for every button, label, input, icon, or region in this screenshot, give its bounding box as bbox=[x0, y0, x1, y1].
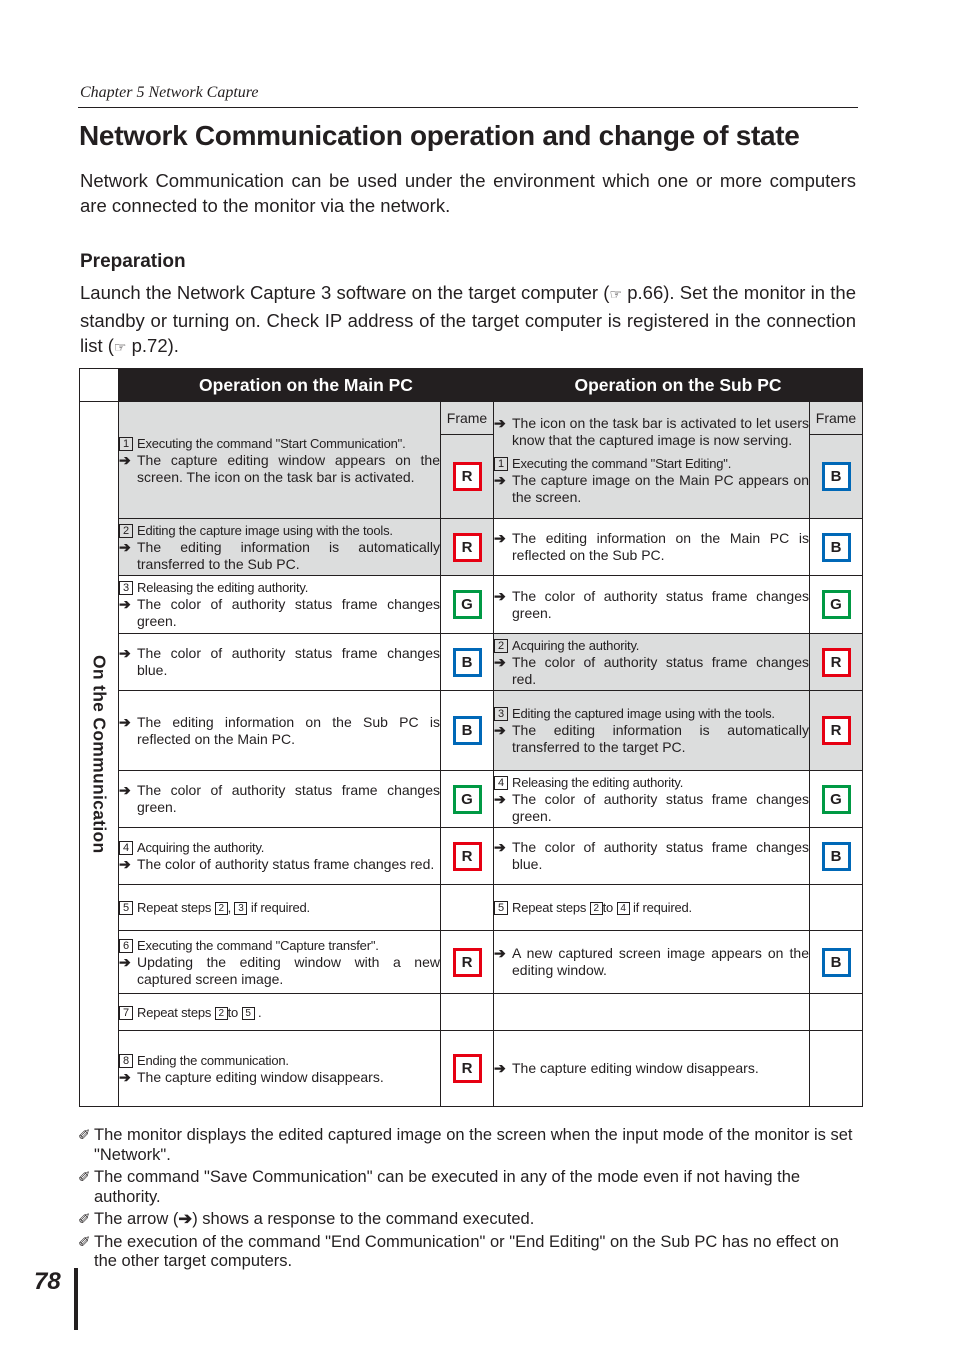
sub-pc-cell bbox=[494, 994, 810, 1031]
frame-box bbox=[810, 402, 862, 518]
sub-pc-cell bbox=[494, 771, 810, 828]
step-number: 2 bbox=[494, 639, 508, 653]
header-rule bbox=[78, 107, 858, 108]
step-number: 7 bbox=[119, 1006, 133, 1020]
response-text: The capture image on the Main PC appears on the screen. bbox=[512, 471, 809, 505]
condition-text: Executing the command "Start Editing". bbox=[512, 455, 732, 471]
arrow-right-icon: ➔ bbox=[494, 722, 506, 738]
note-item: ✐ The execution of the command "End Communication" or "End Editing" on the Sub PC has no effect on the other target computers. bbox=[78, 1232, 839, 1270]
step-number-box bbox=[119, 899, 137, 916]
sub-frame-cell bbox=[810, 576, 863, 634]
frame-badge: R bbox=[822, 716, 851, 745]
condition-text: Executing the command "Capture transfer". bbox=[137, 937, 379, 953]
sub-pc-cell bbox=[494, 634, 810, 691]
response-line bbox=[494, 530, 809, 564]
notes bbox=[78, 1126, 856, 1275]
frame-badge: R bbox=[453, 948, 482, 977]
table-row bbox=[80, 931, 863, 994]
condition-text: Executing the command "Start Communication". bbox=[137, 435, 406, 451]
response-line bbox=[119, 714, 440, 748]
response-text: The capture editing window disappears. bbox=[137, 1068, 384, 1085]
response-text: The editing information on the Sub PC is reflected on the Main PC. bbox=[137, 713, 440, 747]
header-sub-pc: Operation on the Sub PC bbox=[494, 369, 863, 402]
main-pc-cell bbox=[119, 931, 441, 994]
step-number-box bbox=[119, 1052, 137, 1069]
response-text: The color of authority status frame changes blue. bbox=[512, 839, 809, 872]
main-frame-cell bbox=[441, 828, 494, 885]
step-number: 5 bbox=[494, 901, 508, 915]
sub-frame-cell bbox=[810, 771, 863, 828]
response-line bbox=[494, 415, 809, 449]
condition-line bbox=[119, 579, 440, 596]
frame-title: Frame bbox=[810, 402, 862, 435]
main-frame-cell bbox=[441, 576, 494, 634]
response-line bbox=[494, 472, 809, 506]
prep-text-c: ). bbox=[167, 335, 179, 356]
main-frame-cell bbox=[441, 1031, 494, 1107]
side-label bbox=[80, 402, 118, 1106]
step-number: 8 bbox=[119, 1054, 133, 1068]
response-text: The capture editing window disappears. bbox=[512, 1060, 759, 1076]
step-number: 1 bbox=[494, 457, 508, 471]
main-frame-cell bbox=[441, 771, 494, 828]
arrow-right-icon: ➔ bbox=[494, 414, 506, 431]
condition-text: Releasing the editing authority. bbox=[512, 774, 684, 790]
step-number-box bbox=[119, 839, 137, 856]
response-line bbox=[119, 782, 440, 816]
response-line bbox=[119, 1069, 440, 1086]
frame-badge: R bbox=[453, 1054, 482, 1083]
frame-badge: G bbox=[822, 590, 851, 619]
response-text: The editing information on the Main PC is reflected on the Sub PC. bbox=[512, 530, 809, 563]
sub-frame-cell bbox=[810, 691, 863, 771]
sub-frame-cell bbox=[810, 634, 863, 691]
response-text: The color of authority status frame changes blue. bbox=[137, 645, 440, 678]
sub-pc-cell bbox=[494, 519, 810, 576]
header-main-pc: Operation on the Main PC bbox=[119, 369, 494, 402]
condition-line bbox=[494, 705, 809, 722]
main-frame-cell bbox=[441, 402, 494, 519]
condition-text: Acquiring the authority. bbox=[512, 637, 640, 653]
arrow-right-icon: ➔ bbox=[119, 451, 131, 468]
main-pc-cell bbox=[119, 519, 441, 576]
condition-text: Ending the communication. bbox=[137, 1052, 289, 1068]
main-pc-cell bbox=[119, 576, 441, 634]
chapter-header: Chapter 5 Network Capture bbox=[80, 84, 259, 101]
sub-frame-cell bbox=[810, 885, 863, 931]
response-line bbox=[119, 539, 440, 573]
sub-frame-cell bbox=[810, 402, 863, 519]
response-text: The color of authority status frame changes red. bbox=[512, 653, 809, 687]
arrow-right-icon: ➔ bbox=[119, 596, 131, 612]
prep-ref-a: p.66 bbox=[627, 282, 664, 303]
step-number-box bbox=[494, 637, 512, 654]
frame-badge: B bbox=[453, 648, 482, 677]
response-line bbox=[119, 856, 440, 873]
repeat-suffix: if required. bbox=[250, 900, 310, 915]
response-text: The editing information is automatically transferred to the target PC. bbox=[512, 722, 809, 755]
repeat-prefix: Repeat steps bbox=[137, 1004, 212, 1020]
response-line bbox=[119, 645, 440, 679]
sub-frame-cell bbox=[810, 519, 863, 576]
repeat-line bbox=[119, 899, 440, 916]
operations-table bbox=[79, 368, 863, 1107]
step-number-box bbox=[119, 435, 137, 452]
response-text: The editing information is automatically transferred to the Sub PC. bbox=[137, 538, 440, 572]
condition-text: Acquiring the authority. bbox=[137, 840, 265, 855]
frame-badge: B bbox=[822, 842, 851, 871]
frame-badge: R bbox=[822, 648, 851, 677]
condition-line bbox=[494, 455, 809, 472]
response-line bbox=[494, 839, 809, 873]
sub-pc-cell bbox=[494, 576, 810, 634]
prep-text-a: Launch the Network Capture 3 software on the target computer ( bbox=[80, 282, 610, 303]
condition-line bbox=[119, 1052, 440, 1069]
response-line bbox=[494, 588, 809, 622]
repeat-line bbox=[119, 1004, 440, 1021]
step-ref: 5 bbox=[242, 1007, 255, 1020]
pencil-icon: ✐ bbox=[78, 1211, 91, 1228]
repeat-suffix: . bbox=[257, 1004, 262, 1020]
step-number-box bbox=[494, 455, 512, 472]
repeat-line bbox=[494, 899, 809, 916]
pointing-hand-icon: ☞ bbox=[113, 339, 127, 355]
main-pc-cell bbox=[119, 771, 441, 828]
sub-frame-cell bbox=[810, 994, 863, 1031]
repeat-separator: to bbox=[602, 900, 614, 915]
repeat-prefix: Repeat steps bbox=[512, 900, 587, 915]
main-pc-cell bbox=[119, 634, 441, 691]
sub-pc-cell bbox=[494, 1031, 810, 1107]
arrow-right-icon: ➔ bbox=[119, 1068, 131, 1085]
page-title: Network Communication operation and change of state bbox=[79, 120, 800, 151]
arrow-right-icon: ➔ bbox=[178, 1210, 193, 1228]
condition-text: Releasing the editing authority. bbox=[137, 580, 309, 595]
arrow-right-icon: ➔ bbox=[494, 839, 506, 855]
note-item: ✐ The monitor displays the edited captured image on the screen when the input mode of the monitor is set "Network". bbox=[78, 1126, 853, 1164]
prep-text-b: ). Set the monitor in the standby or turning on. Check IP address of the target computer is registered in the connection list ( bbox=[80, 282, 856, 356]
table-row bbox=[80, 828, 863, 885]
response-line bbox=[494, 945, 809, 979]
table-row bbox=[80, 771, 863, 828]
arrow-right-icon: ➔ bbox=[119, 953, 131, 970]
arrow-right-icon: ➔ bbox=[119, 782, 131, 798]
intro-paragraph: Network Communication can be used under the environment which one or more computers are connected to the monitor via the network. bbox=[80, 170, 856, 216]
response-text: The icon on the task bar is activated to let users know that the captured image is now serving. bbox=[512, 414, 809, 448]
repeat-text bbox=[137, 899, 440, 916]
sub-frame-cell bbox=[810, 828, 863, 885]
note-item: ✐ The command "Save Communication" can be executed in any of the mode even if not having the authority. bbox=[78, 1168, 801, 1206]
step-number: 1 bbox=[119, 437, 133, 451]
step-ref: 2 bbox=[215, 1007, 228, 1020]
side-label-text: On the Communication bbox=[89, 654, 110, 854]
step-number-box bbox=[494, 899, 512, 916]
step-ref: 4 bbox=[617, 902, 630, 915]
step-number: 6 bbox=[119, 939, 133, 953]
step-ref: 2 bbox=[215, 902, 228, 915]
step-number-box bbox=[119, 1004, 137, 1021]
table-row bbox=[80, 1031, 863, 1107]
frame-badge: B bbox=[453, 716, 482, 745]
condition-line bbox=[119, 435, 440, 452]
repeat-text bbox=[512, 899, 809, 916]
main-pc-cell bbox=[119, 1031, 441, 1107]
condition-line bbox=[119, 937, 440, 954]
response-line bbox=[119, 596, 440, 630]
repeat-separator: to bbox=[227, 1004, 239, 1020]
repeat-prefix: Repeat steps bbox=[137, 900, 212, 915]
main-pc-cell bbox=[119, 885, 441, 931]
sub-pc-cell bbox=[494, 885, 810, 931]
main-pc-cell bbox=[119, 828, 441, 885]
response-text: The color of authority status frame changes green. bbox=[137, 596, 440, 629]
note-item: ✐ The arrow (➔) shows a response to the command executed. bbox=[78, 1210, 535, 1228]
step-ref: 3 bbox=[234, 902, 247, 915]
sub-frame-cell bbox=[810, 931, 863, 994]
response-line bbox=[494, 722, 809, 756]
response-text: The color of authority status frame changes green. bbox=[512, 790, 809, 824]
pencil-icon: ✐ bbox=[78, 1169, 91, 1186]
response-text: The color of authority status frame changes green. bbox=[512, 587, 809, 621]
sub-pc-cell bbox=[494, 402, 810, 519]
table-row bbox=[80, 519, 863, 576]
frame-box bbox=[441, 402, 493, 518]
frame-badge: G bbox=[453, 785, 482, 814]
step-number-box bbox=[119, 522, 137, 539]
arrow-right-icon: ➔ bbox=[494, 790, 506, 807]
step-number: 2 bbox=[119, 524, 133, 538]
table-row bbox=[80, 402, 863, 519]
response-text: The color of authority status frame changes green. bbox=[137, 782, 440, 815]
arrow-right-icon: ➔ bbox=[494, 587, 506, 604]
pencil-icon: ✐ bbox=[78, 1127, 91, 1144]
repeat-text bbox=[137, 1004, 440, 1021]
page-number-bar bbox=[74, 1268, 78, 1330]
frame-badge-wrap bbox=[810, 435, 862, 518]
main-frame-cell bbox=[441, 691, 494, 771]
main-frame-cell bbox=[441, 931, 494, 994]
step-number-box bbox=[494, 705, 512, 722]
frame-badge: B bbox=[822, 948, 851, 977]
condition-text: Editing the captured image using with the tools. bbox=[512, 706, 775, 721]
prep-ref-b: p.72 bbox=[131, 335, 168, 356]
page-number: 78 bbox=[34, 1268, 61, 1295]
frame-title: Frame bbox=[441, 402, 493, 435]
response-line bbox=[494, 791, 809, 825]
step-number: 5 bbox=[119, 901, 133, 915]
frame-badge: R bbox=[453, 533, 482, 562]
preparation-paragraph bbox=[80, 280, 856, 361]
response-line bbox=[119, 954, 440, 988]
preparation-heading: Preparation bbox=[80, 251, 186, 272]
step-number: 4 bbox=[494, 776, 508, 790]
response-text: The capture editing window appears on the screen. The icon on the task bar is activated. bbox=[137, 451, 440, 485]
main-pc-cell bbox=[119, 994, 441, 1031]
arrow-right-icon: ➔ bbox=[119, 856, 131, 872]
frame-badge: B bbox=[822, 462, 851, 491]
step-number: 3 bbox=[119, 581, 133, 595]
table-row bbox=[80, 691, 863, 771]
frame-badge: G bbox=[822, 785, 851, 814]
condition-text: Editing the capture image using with the tools. bbox=[137, 522, 393, 538]
main-frame-cell bbox=[441, 994, 494, 1031]
table-corner bbox=[80, 369, 119, 402]
step-number: 3 bbox=[494, 707, 508, 721]
frame-badge: R bbox=[453, 462, 482, 491]
condition-line bbox=[494, 637, 809, 654]
arrow-right-icon: ➔ bbox=[119, 538, 131, 555]
arrow-right-icon: ➔ bbox=[494, 530, 506, 546]
sub-pc-cell bbox=[494, 691, 810, 771]
step-number: 4 bbox=[119, 841, 133, 855]
main-pc-cell bbox=[119, 691, 441, 771]
main-pc-cell bbox=[119, 402, 441, 519]
response-line bbox=[119, 452, 440, 486]
sub-frame-cell bbox=[810, 1031, 863, 1107]
pointing-hand-icon: ☞ bbox=[609, 286, 623, 302]
frame-badge-wrap bbox=[441, 435, 493, 518]
frame-badge: B bbox=[822, 533, 851, 562]
arrow-right-icon: ➔ bbox=[494, 1060, 506, 1076]
table-row bbox=[80, 885, 863, 931]
response-text: The color of authority status frame changes red. bbox=[137, 856, 435, 872]
pencil-icon: ✐ bbox=[78, 1233, 91, 1251]
main-frame-cell bbox=[441, 519, 494, 576]
repeat-separator: , bbox=[227, 900, 232, 915]
step-ref: 2 bbox=[590, 902, 603, 915]
response-line bbox=[494, 1060, 809, 1077]
condition-line bbox=[119, 522, 440, 539]
table-row bbox=[80, 576, 863, 634]
arrow-right-icon: ➔ bbox=[494, 653, 506, 670]
arrow-right-icon: ➔ bbox=[494, 471, 506, 488]
arrow-right-icon: ➔ bbox=[119, 713, 131, 730]
frame-badge: R bbox=[453, 842, 482, 871]
step-number-box bbox=[119, 579, 137, 596]
repeat-suffix: if required. bbox=[632, 900, 692, 915]
side-label-cell bbox=[80, 402, 119, 1107]
table-row bbox=[80, 634, 863, 691]
response-text: Updating the editing window with a new captured screen image. bbox=[137, 953, 440, 987]
condition-line bbox=[494, 774, 809, 791]
step-number-box bbox=[494, 774, 512, 791]
table-row bbox=[80, 994, 863, 1031]
sub-pc-cell bbox=[494, 931, 810, 994]
step-number-box bbox=[119, 937, 137, 954]
condition-line bbox=[119, 839, 440, 856]
sub-pc-cell bbox=[494, 828, 810, 885]
response-text: A new captured screen image appears on the editing window. bbox=[512, 945, 809, 978]
main-frame-cell bbox=[441, 634, 494, 691]
frame-badge: G bbox=[453, 590, 482, 619]
main-frame-cell bbox=[441, 885, 494, 931]
response-line bbox=[494, 654, 809, 688]
arrow-right-icon: ➔ bbox=[119, 645, 131, 661]
arrow-right-icon: ➔ bbox=[494, 945, 506, 961]
